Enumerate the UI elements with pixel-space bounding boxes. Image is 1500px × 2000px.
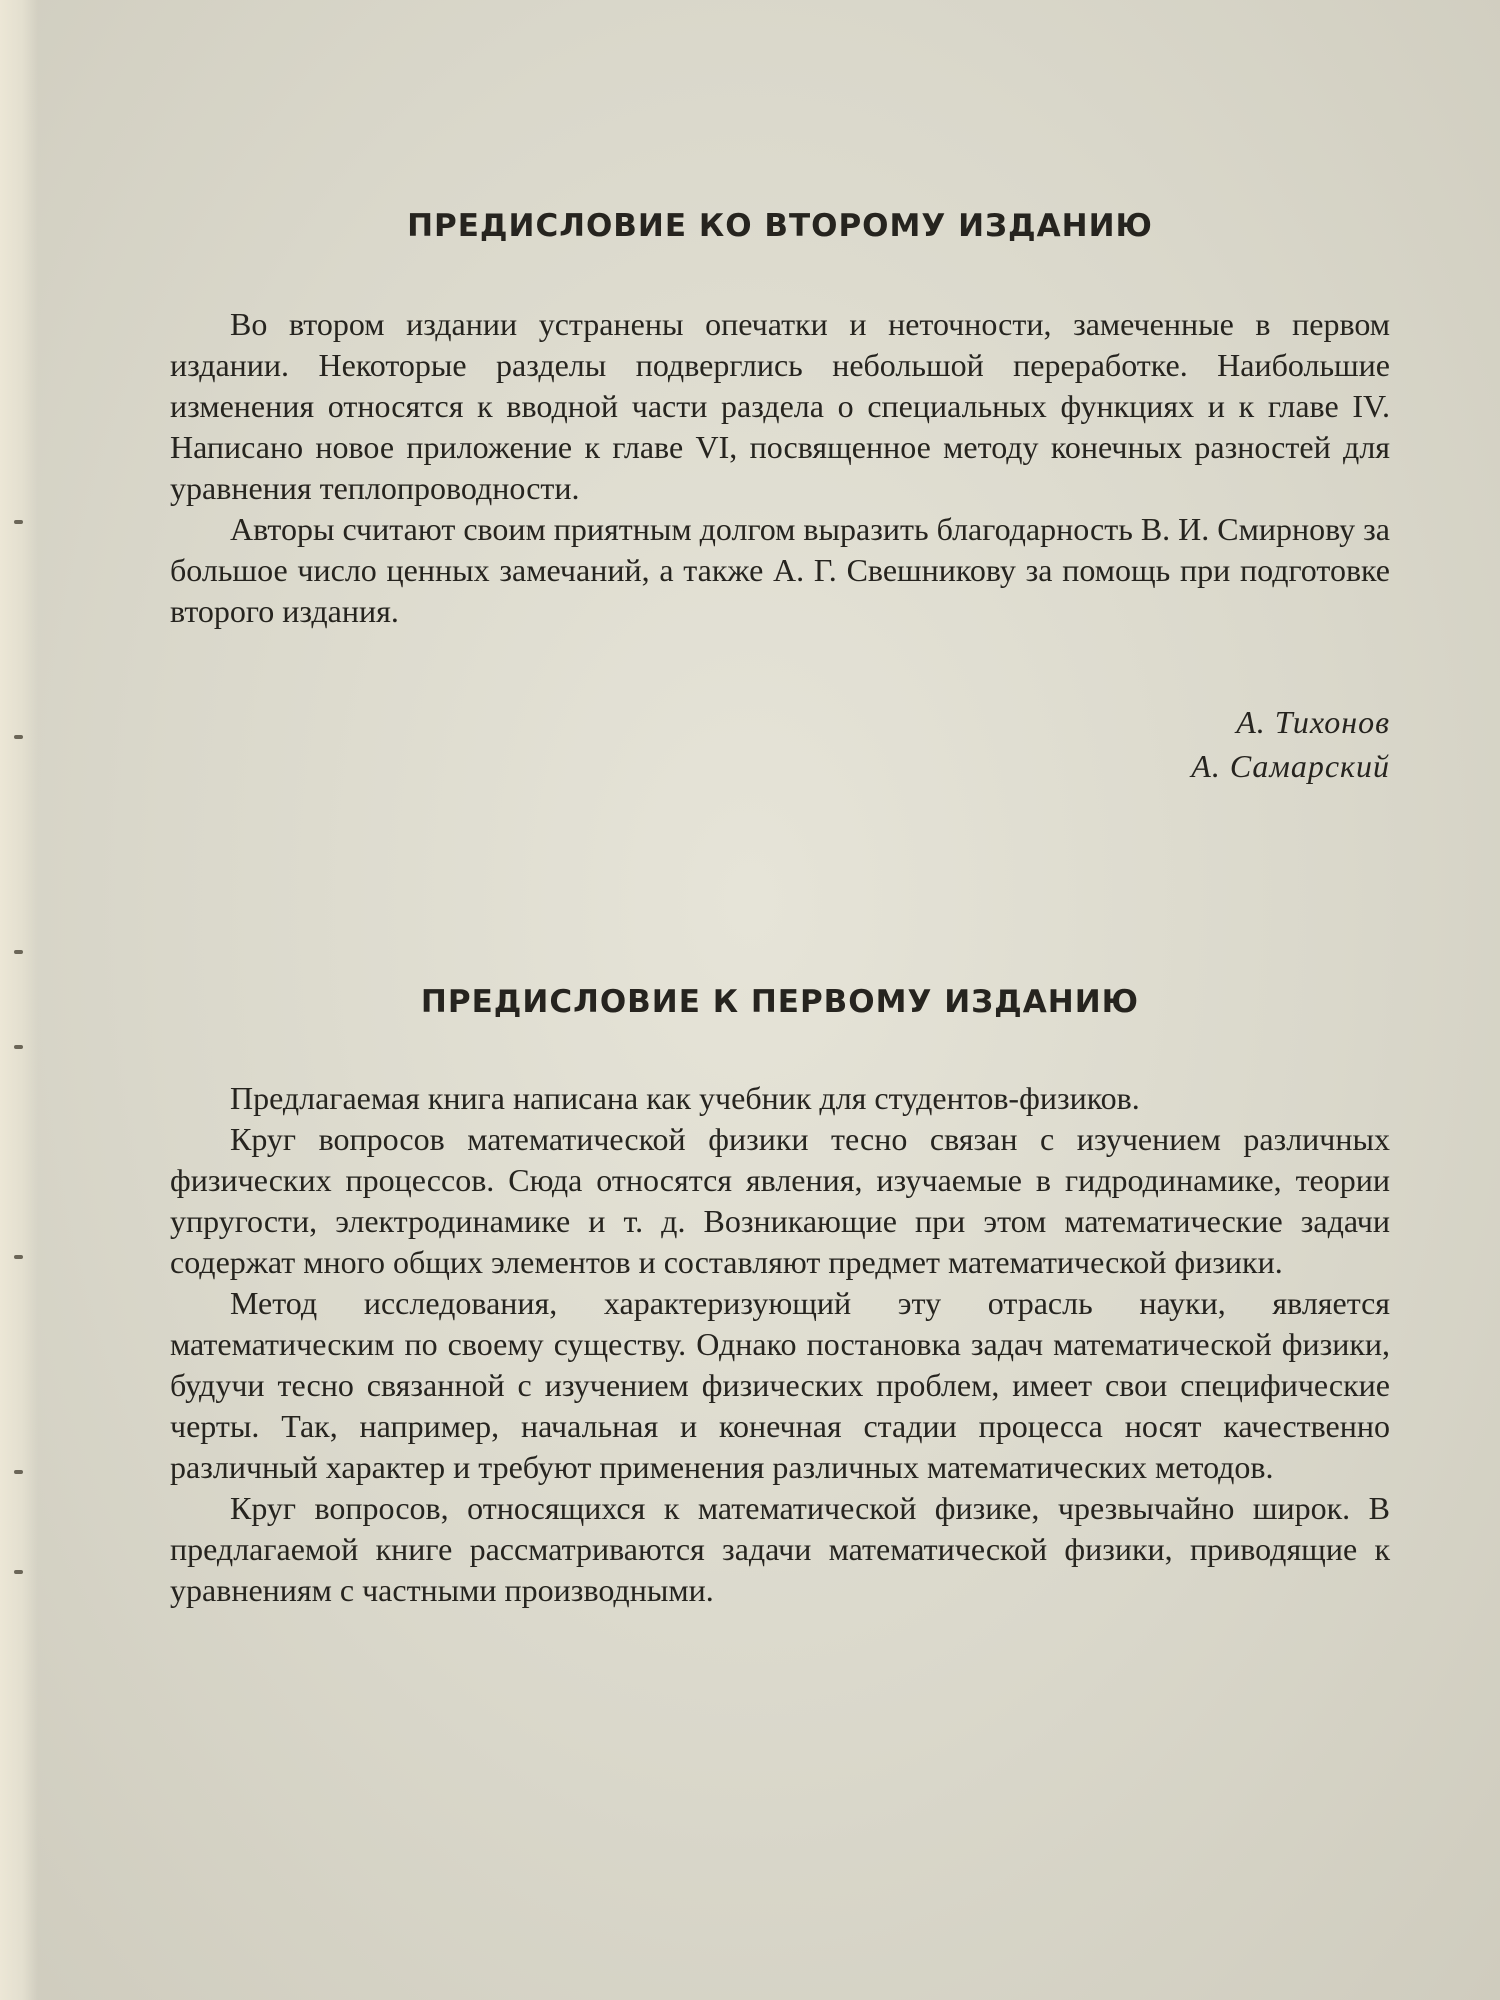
preface-first-paragraph-2: Круг вопросов математической физики тесно связан с изучением различных физических процессов. Сюда относятся явления, изучаемые в гидродинамике, теории упругости, электродинамике и т. д. Возникающие при этом математические задачи содержат много общих элементов и составляют предмет математической физики. <box>170 1121 1390 1280</box>
preface-second-heading: ПРЕДИСЛОВИЕ КО ВТОРОМУ ИЗДАНИЮ <box>407 208 1153 244</box>
signature-samarsky: А. Самарский <box>1191 748 1390 784</box>
edge-mark <box>14 735 23 739</box>
preface-first-paragraph-1: Предлагаемая книга написана как учебник для студентов-физиков. <box>230 1080 1140 1116</box>
preface-second-signatures <box>170 700 1390 788</box>
preface-second-paragraph-1: Во втором издании устранены опечатки и неточности, замеченные в первом издании. Некоторые разделы подверглись небольшой переработке. Наибольшие изменения относятся к вводной части раздела о специальных функциях и к главе IV. Написано новое приложение к главе VI, посвященное методу конечных разностей для уравнения теплопроводности. <box>170 306 1390 506</box>
preface-first-paragraph-3: Метод исследования, характеризующий эту отрасль науки, является математическим по своему существу. Однако постановка задач математической физики, будучи тесно связанной с изучением физических проблем, имеет свои специфические черты. Так, например, начальная и конечная стадии процесса носят качественно различный характер и требуют применения различных математических методов. <box>170 1285 1390 1485</box>
preface-first-edition <box>170 984 1390 1020</box>
edge-mark <box>14 1255 23 1259</box>
edge-mark <box>14 520 23 524</box>
edge-mark <box>14 1570 23 1574</box>
preface-second-body <box>170 304 1390 632</box>
preface-first-paragraph-4: Круг вопросов, относящихся к математической физике, чрезвычайно широк. В предлагаемой книге рассматриваются задачи математической физики, приводящие к уравнениям с частными производными. <box>170 1490 1390 1608</box>
preface-second-paragraph-2: Авторы считают своим приятным долгом выразить благодарность В. И. Смирнову за большое число ценных замечаний, а также А. Г. Свешникову за помощь при подготовке второго издания. <box>170 511 1390 629</box>
signature-tikhonov: А. Тихонов <box>1236 704 1390 740</box>
preface-first-body <box>170 1078 1390 1611</box>
edge-mark <box>14 950 23 954</box>
edge-mark <box>14 1045 23 1049</box>
page-binding-edge <box>0 0 38 2000</box>
edge-mark <box>14 1470 23 1474</box>
preface-first-heading: ПРЕДИСЛОВИЕ К ПЕРВОМУ ИЗДАНИЮ <box>420 984 1140 1020</box>
preface-second-edition <box>170 208 1390 244</box>
